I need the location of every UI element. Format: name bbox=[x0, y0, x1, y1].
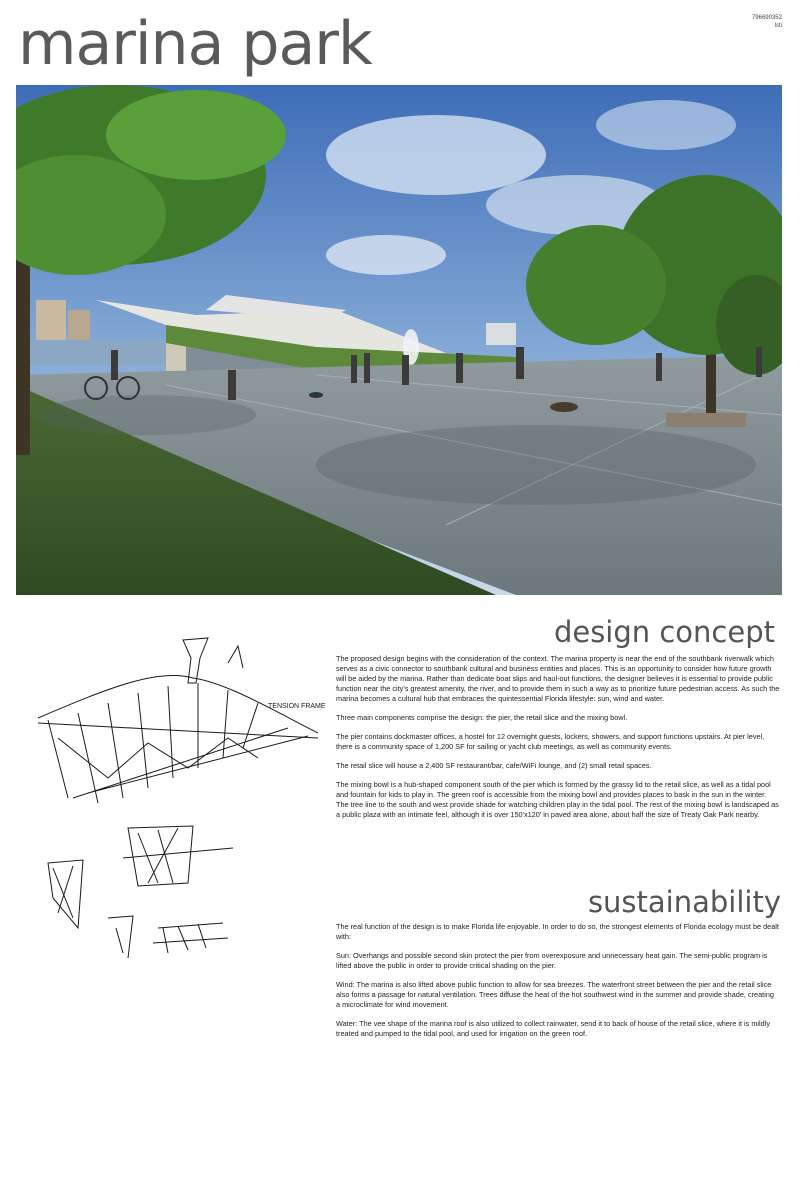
hero-rendering bbox=[16, 85, 782, 595]
page-title: marina park bbox=[18, 9, 372, 79]
code-sub: lsti bbox=[774, 23, 782, 29]
code-number: 796690352 bbox=[751, 15, 782, 21]
design-concept-text bbox=[336, 654, 780, 829]
rendering-photo-icon bbox=[16, 85, 782, 595]
sustainability-paragraph: Wind: The marina is also lifted above public function to allow for sea breezes. The waterfront street between the pier and the retail slice also forms a passage for natural ventilation. Trees diffuse the heat of the hot southwest wind in the summer and provide shade, creating a microclimate for wind movement. bbox=[336, 980, 774, 1009]
sustainability-paragraph: Sun: Overhangs and possible second skin protect the pier from overexposure and unnecessary heat gain. The semi-public program is lifted above the public in order to provide critical shading on the pier. bbox=[336, 951, 768, 970]
sustainability-paragraph: The real function of the design is to make Florida life enjoyable. In order to do so, the strongest elements of Florida ecology must be dealt with: bbox=[336, 922, 779, 941]
design-paragraph: The retail slice will house a 2,400 SF restaurant/bar, cafe/WiFi lounge, and (2) small retail spaces. bbox=[336, 761, 652, 770]
sketch-drawing-icon bbox=[28, 628, 328, 968]
design-concept-heading: design concept bbox=[553, 615, 775, 649]
design-paragraph: The mixing bowl is a hub-shaped component south of the pier which is formed by the grassy lid to the retail slice, as well as a tidal pool and fountain for kids to play in. The green roof is accessible from the mixing bowl and provides places to bask in the sun in the winter. The tree line to the south and west provide shade for watching children play in the tidal pool. The rest of the mixing bowl is landscaped as a public plaza with an intimate feel, although it is over 150'x120' in paved area alone, about half the size of Treaty Oak Park nearby. bbox=[336, 780, 779, 819]
design-paragraph: Three main components comprise the design: the pier, the retail slice and the mixing bowl. bbox=[336, 713, 628, 722]
design-paragraph: The pier contains dockmaster offices, a hostel for 12 overnight guests, lockers, showers, and support functions upstairs. At pier level, there is a community space of 1,200 SF for sailing or yacht club meetings, as well as community events. bbox=[336, 732, 765, 751]
sketch-note: TENSION FRAME bbox=[268, 703, 326, 710]
sustainability-text bbox=[336, 922, 780, 1048]
design-paragraph: The proposed design begins with the consideration of the context. The marina property is near the end of the southbank riverwalk which serves as a civic connector to southbank cultural and business entities and places. This is an opportunity to consider how future growth will be aided by the marina. Rather than dedicate boat slips and haul-out functions, the designer believes it is essential to provide public function near the city's greatest amenity, the river, and to provide them in such a way as to prioritize future pedestrian access. As such the marina becomes a cultural hub that embraces the quintessential Florida lifestyle: sun, wind and water. bbox=[336, 654, 780, 703]
document-code bbox=[752, 14, 782, 30]
sustainability-paragraph: Water: The vee shape of the marina roof is also utilized to collect rainwater, send it to back of house of the retail slice, where it is mildly treated and pumped to the tidal pool, and used for irrigation on the green roof. bbox=[336, 1019, 770, 1038]
sustainability-heading: sustainability bbox=[587, 885, 781, 919]
sketch-drawing bbox=[28, 628, 328, 968]
